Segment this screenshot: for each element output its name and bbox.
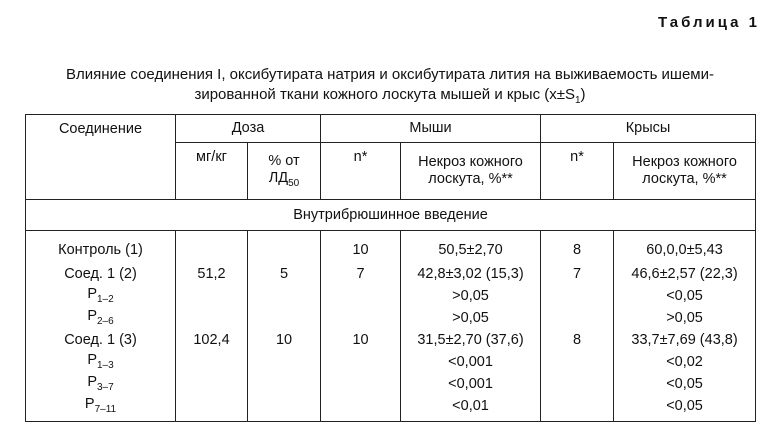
header-row-1 bbox=[26, 115, 756, 143]
cell-mgkg bbox=[176, 351, 248, 373]
cell-nec-rats: <0,05 bbox=[614, 285, 756, 307]
table-body bbox=[26, 231, 756, 422]
row-label: Соед. 1 (3) bbox=[64, 331, 137, 348]
cell-n-mice: 7 bbox=[321, 263, 401, 285]
header-necrosis-mice bbox=[401, 143, 541, 200]
cell-nec-mice: <0,001 bbox=[401, 373, 541, 395]
cell-name bbox=[26, 373, 176, 395]
header-necrosis-rats-line2: лоскута, %** bbox=[642, 171, 727, 187]
table-row bbox=[26, 351, 756, 373]
header-pct-ld-label: ЛД bbox=[268, 169, 289, 186]
header-pct-ld-bottom bbox=[248, 170, 320, 189]
table-row bbox=[26, 395, 756, 422]
cell-nec-mice: >0,05 bbox=[401, 307, 541, 329]
cell-mgkg bbox=[176, 307, 248, 329]
caption-line2-text: зированной ткани кожного лоскута мышей и крыс (x±S bbox=[194, 86, 575, 103]
cell-nec-rats: >0,05 bbox=[614, 307, 756, 329]
header-n-rats: n* bbox=[541, 143, 614, 200]
section-row bbox=[26, 200, 756, 231]
cell-n-mice bbox=[321, 373, 401, 395]
table-caption-line1: Влияние соединения I, оксибутирата натрия и оксибутирата лития на выживаемость ишеми- bbox=[65, 66, 714, 83]
cell-name bbox=[26, 263, 176, 285]
cell-n-mice bbox=[321, 307, 401, 329]
section-label: Внутрибрюшинное введение bbox=[26, 200, 756, 231]
row-label: Соед. 1 (2) bbox=[64, 265, 137, 282]
cell-ld bbox=[248, 285, 321, 307]
row-label: P bbox=[84, 396, 95, 413]
cell-mgkg: 102,4 bbox=[176, 329, 248, 351]
row-label-subscript: 3–7 bbox=[96, 382, 114, 394]
table-row bbox=[26, 263, 756, 285]
table-row bbox=[26, 285, 756, 307]
header-necrosis-mice-line2: лоскута, %** bbox=[428, 171, 513, 187]
cell-n-rats bbox=[541, 395, 614, 422]
table-caption-line2 bbox=[0, 86, 780, 106]
header-pct-ld-subscript: 50 bbox=[288, 177, 300, 189]
cell-nec-mice: 42,8±3,02 (15,3) bbox=[401, 263, 541, 285]
header-pct-ld-top: % от bbox=[268, 152, 300, 169]
cell-nec-rats: <0,05 bbox=[614, 395, 756, 422]
cell-nec-mice: <0,01 bbox=[401, 395, 541, 422]
cell-nec-mice: 31,5±2,70 (37,6) bbox=[401, 329, 541, 351]
header-n-mice: n* bbox=[321, 143, 401, 200]
cell-n-rats bbox=[541, 351, 614, 373]
cell-n-rats bbox=[541, 373, 614, 395]
row-label: Контроль (1) bbox=[58, 241, 143, 258]
cell-n-mice: 10 bbox=[321, 231, 401, 264]
header-mice: Мыши bbox=[321, 115, 541, 143]
row-label-subscript: 1–2 bbox=[96, 294, 114, 306]
cell-n-rats: 7 bbox=[541, 263, 614, 285]
table-row bbox=[26, 231, 756, 264]
cell-mgkg bbox=[176, 373, 248, 395]
row-label-subscript: 7–11 bbox=[94, 404, 117, 416]
cell-nec-rats: 46,6±2,57 (22,3) bbox=[614, 263, 756, 285]
cell-name bbox=[26, 285, 176, 307]
cell-n-rats bbox=[541, 307, 614, 329]
header-rats: Крысы bbox=[541, 115, 756, 143]
cell-name bbox=[26, 329, 176, 351]
cell-nec-rats: 33,7±7,69 (43,8) bbox=[614, 329, 756, 351]
cell-name bbox=[26, 351, 176, 373]
cell-ld bbox=[248, 231, 321, 264]
cell-n-mice: 10 bbox=[321, 329, 401, 351]
cell-n-mice bbox=[321, 351, 401, 373]
caption-line2-end: ) bbox=[580, 86, 586, 103]
cell-n-rats: 8 bbox=[541, 231, 614, 264]
cell-n-mice bbox=[321, 395, 401, 422]
cell-name bbox=[26, 307, 176, 329]
cell-ld bbox=[248, 395, 321, 422]
header-mgkg: мг/кг bbox=[176, 143, 248, 200]
cell-nec-mice: >0,05 bbox=[401, 285, 541, 307]
cell-mgkg: 51,2 bbox=[176, 263, 248, 285]
cell-name bbox=[26, 231, 176, 264]
cell-n-rats: 8 bbox=[541, 329, 614, 351]
caption-line2-subscript: 1 bbox=[574, 95, 581, 106]
cell-n-rats bbox=[541, 285, 614, 307]
row-label: P bbox=[87, 286, 97, 303]
header-necrosis-rats bbox=[614, 143, 756, 200]
header-necrosis-mice-line1: Некроз кожного bbox=[418, 154, 523, 171]
table-row bbox=[26, 307, 756, 329]
header-necrosis-rats-line1: Некроз кожного bbox=[632, 154, 737, 171]
cell-n-mice bbox=[321, 285, 401, 307]
header-pct-ld bbox=[248, 143, 321, 200]
cell-ld bbox=[248, 373, 321, 395]
row-label: P bbox=[87, 308, 97, 325]
cell-nec-rats: <0,05 bbox=[614, 373, 756, 395]
header-dose: Доза bbox=[176, 115, 321, 143]
cell-nec-rats: <0,02 bbox=[614, 351, 756, 373]
cell-mgkg bbox=[176, 395, 248, 422]
cell-ld bbox=[248, 307, 321, 329]
row-label: P bbox=[87, 352, 97, 369]
cell-nec-mice: <0,001 bbox=[401, 351, 541, 373]
row-label-subscript: 2–6 bbox=[96, 316, 114, 328]
row-label: P bbox=[87, 374, 97, 391]
cell-mgkg bbox=[176, 285, 248, 307]
table-row bbox=[26, 373, 756, 395]
row-label-subscript: 1–3 bbox=[96, 360, 114, 372]
cell-nec-rats: 60,0,0±5,43 bbox=[614, 231, 756, 264]
cell-ld: 10 bbox=[248, 329, 321, 351]
cell-nec-mice: 50,5±2,70 bbox=[401, 231, 541, 264]
header-compound: Соединение bbox=[26, 115, 176, 200]
cell-mgkg bbox=[176, 231, 248, 264]
cell-name bbox=[26, 395, 176, 422]
data-table bbox=[25, 114, 756, 422]
cell-ld bbox=[248, 351, 321, 373]
table-number: Таблица 1 bbox=[657, 14, 760, 31]
table-row bbox=[26, 329, 756, 351]
cell-ld: 5 bbox=[248, 263, 321, 285]
